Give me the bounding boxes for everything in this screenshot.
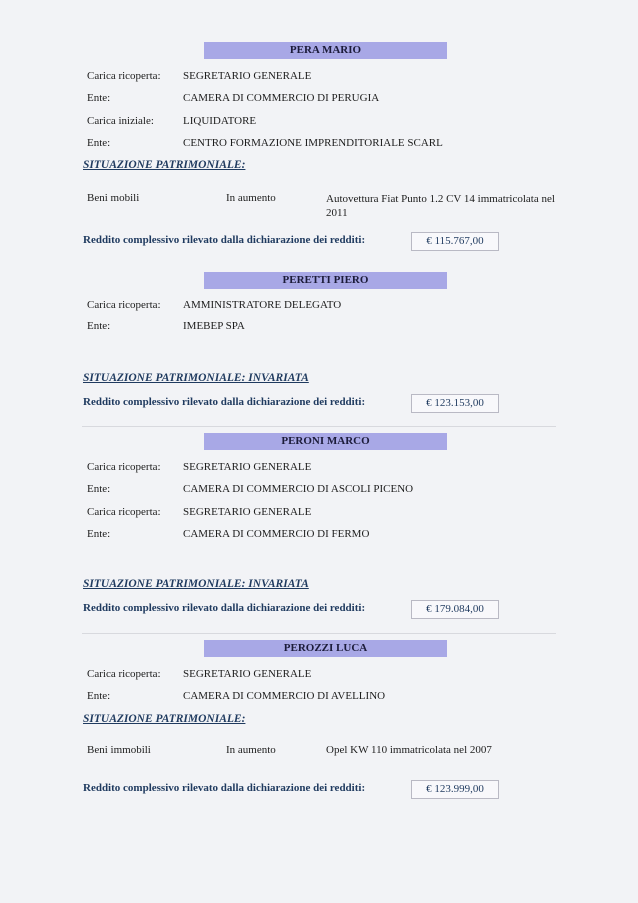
row-label: Carica ricoperta: <box>87 461 161 473</box>
row-label: Carica ricoperta: <box>87 70 161 82</box>
row-value: AMMINISTRATORE DELEGATO <box>183 299 342 311</box>
row-value: CENTRO FORMAZIONE IMPRENDITORIALE SCARL <box>183 137 443 149</box>
row-value: CAMERA DI COMMERCIO DI ASCOLI PICENO <box>183 483 414 495</box>
row-label: Carica ricoperta: <box>87 506 161 518</box>
reddito-label: Reddito complessivo rilevato dalla dichiarazione dei redditi: <box>83 234 366 246</box>
situazione-patrimoniale-heading: SITUAZIONE PATRIMONIALE: <box>83 159 246 171</box>
row-label: Ente: <box>87 528 111 540</box>
person-name-header: PERONI MARCO <box>204 433 447 450</box>
reddito-amount: € 123.153,00 <box>411 394 499 413</box>
row-value: IMEBEP SPA <box>183 320 245 332</box>
section-divider <box>82 426 556 427</box>
beni-type: Beni immobili <box>87 744 151 756</box>
row-value: CAMERA DI COMMERCIO DI PERUGIA <box>183 92 380 104</box>
row-value: SEGRETARIO GENERALE <box>183 506 312 518</box>
beni-description: Autovettura Fiat Punto 1.2 CV 14 immatricolata nel 2011 <box>326 193 555 219</box>
row-label: Ente: <box>87 690 111 702</box>
row-label: Ente: <box>87 137 111 149</box>
row-value: LIQUIDATORE <box>183 115 257 127</box>
reddito-label: Reddito complessivo rilevato dalla dichiarazione dei redditi: <box>83 782 366 794</box>
row-value: SEGRETARIO GENERALE <box>183 70 312 82</box>
situazione-patrimoniale-heading: SITUAZIONE PATRIMONIALE: <box>83 713 246 725</box>
row-value: SEGRETARIO GENERALE <box>183 461 312 473</box>
reddito-label: Reddito complessivo rilevato dalla dichiarazione dei redditi: <box>83 396 366 408</box>
reddito-amount: € 179.084,00 <box>411 600 499 619</box>
row-label: Carica iniziale: <box>87 115 154 127</box>
row-label: Ente: <box>87 483 111 495</box>
reddito-label: Reddito complessivo rilevato dalla dichiarazione dei redditi: <box>83 602 366 614</box>
beni-status: In aumento <box>226 744 276 756</box>
beni-type: Beni mobili <box>87 192 140 204</box>
row-value: CAMERA DI COMMERCIO DI AVELLINO <box>183 690 386 702</box>
beni-status: In aumento <box>226 192 276 204</box>
row-value: SEGRETARIO GENERALE <box>183 668 312 680</box>
row-value: CAMERA DI COMMERCIO DI FERMO <box>183 528 370 540</box>
row-label: Carica ricoperta: <box>87 668 161 680</box>
beni-description: Opel KW 110 immatricolata nel 2007 <box>326 744 492 756</box>
situazione-patrimoniale-heading: SITUAZIONE PATRIMONIALE: INVARIATA <box>83 578 309 590</box>
reddito-amount: € 123.999,00 <box>411 780 499 799</box>
person-name-header: PEROZZI LUCA <box>204 640 447 657</box>
situazione-patrimoniale-heading: SITUAZIONE PATRIMONIALE: INVARIATA <box>83 372 309 384</box>
row-label: Ente: <box>87 92 111 104</box>
section-divider <box>82 633 556 634</box>
person-name-header: PERETTI PIERO <box>204 272 447 289</box>
person-name-header: PERA MARIO <box>204 42 447 59</box>
row-label: Ente: <box>87 320 111 332</box>
row-label: Carica ricoperta: <box>87 299 161 311</box>
reddito-amount: € 115.767,00 <box>411 232 499 251</box>
